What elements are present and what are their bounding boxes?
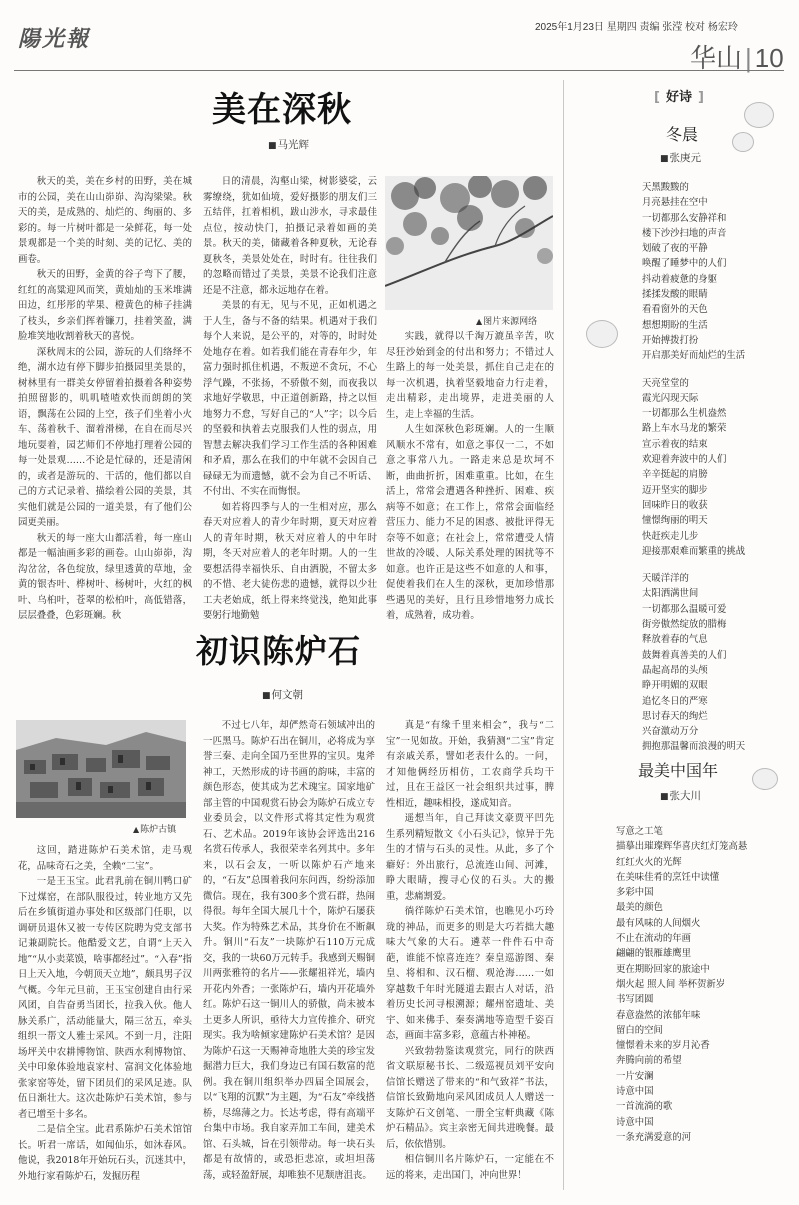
poem-line: 路上车水马龙的繁荣 [642, 423, 727, 435]
paragraph: 真是“有缘千里来相会”，我与“二宝”一见如故。开始，我猜测“二宝”肯定有亲戚关系，譬如老表什么的。一问，才知他俩经历相仿，工农商学兵均干过，且在王益区一社会组织共过事，脾性相近，趣味相投，遂成知音。 [386, 720, 554, 809]
poem-line: 多彩中国 [616, 887, 654, 899]
poem-line: 街旁傲然绽放的腊梅 [642, 619, 727, 631]
newspaper-logo: 陽光報 [18, 26, 91, 52]
poem-line: 一切都那么生机盎然 [642, 408, 727, 420]
paragraph: 二是信全宝。此君系陈炉石美术馆馆长。听君一席话，如闻仙乐，如沐春风。他说，我2018年开始玩石头，沉迷其中，外地行家看陈炉石，发掘历程 [18, 1124, 192, 1182]
paragraph: 这回，踏进陈炉石美术馆，走马观花，品味奇石之美，全赖“二宝”。 [18, 845, 192, 872]
poem2-body [616, 824, 782, 1145]
poem-line: 留白的空间 [616, 1024, 663, 1036]
poem-line: 天暖洋洋的 [642, 573, 689, 585]
paragraph: 秋天的每一座大山都活着，每一座山都是一幅油画多彩的画卷。山山峁峁，沟沟岔岔，各色绽放，绿里透黄的草地，金黄的银杏叶、桦树叶、杨树叶，火红的枫叶、乌桕叶，苍翠的松柏叶，高低错落，层层叠叠，色彩斑斓。秋 [18, 532, 192, 621]
poem-line: 晶起高昂的头颅 [642, 664, 708, 676]
chenlu-town-image [16, 720, 186, 818]
page-label: 华山 | 10 [690, 43, 784, 73]
poem-line: 一片安澜 [616, 1070, 654, 1082]
page-section: 华山 [690, 43, 743, 73]
date-editor-line: 2025年1月23日 星期四 责编 张滢 校对 杨宏玲 [535, 22, 738, 33]
paragraph: 人生如深秋色彩斑斓。人的一生顺风顺水不常有，如意之事仅一二，不如意之事常八九。一路走来总是坎坷不断，曲曲折折，困难重重。比如，在生活上，常常会遭遇各种挫折、困难、疾病等不如意；在工作上，常常会面临经营压力、能力不足的困惑、被批评得无奈等不如意；在社会上，常常遭受人情世故的冷暖、人际关系处理的困扰等不如意。也许正是这些不如意的人和事，促使着我们在人生的深秋，更加珍惜那些遇见的美好，且行且珍惜地努力成长着，成熟着，成功着。 [386, 424, 554, 621]
poem-line: 一切都那么安静祥和 [642, 212, 727, 224]
poem-line: 最有风味的人间烟火 [616, 917, 701, 929]
poem2-title: 最美中国年 [638, 761, 719, 780]
poem-line: 楼下沙沙扫地的声音 [642, 227, 727, 239]
chenlu-town-photo [16, 720, 186, 818]
poem-line: 唤醒了睡梦中的人们 [642, 258, 727, 270]
stanza-gap [642, 364, 782, 376]
poem-line: 一首流淌的歌 [616, 1101, 673, 1113]
article1-column-1 [18, 174, 192, 624]
poem-line: 憧憬绚丽的明天 [642, 515, 708, 527]
poem-line: 揉揉发酸的眼睛 [642, 289, 708, 301]
paragraph: 相信铜川名片陈炉石，一定能在不远的将来，走出国门，冲向世界！ [386, 1154, 554, 1181]
poem-line: 抖动着疲惫的身躯 [642, 273, 718, 285]
lantern-decoration-icon [586, 320, 618, 348]
paragraph: 秋天的田野，金黄的谷子弯下了腰，红红的高粱迎风而笑，黄灿灿的玉米堆满田边，红彤彤的苹果、橙黄色的柿子挂满了枝头，乡亲们挥着镰刀，挂着笑盈，满脸堆笑地收割着秋天的喜悦。 [18, 269, 192, 342]
poem-line: 诗意中国 [616, 1086, 654, 1098]
poem-line: 迎接那艰难而繁重的挑战 [642, 545, 746, 557]
masthead-rule [14, 70, 784, 71]
poem1-title: 冬晨 [666, 125, 699, 144]
autumn-branch-image [385, 176, 553, 310]
poem-line: 划破了夜的平静 [642, 243, 708, 255]
paragraph: 日的清晨，沟壑山梁，树影婆娑，云雾缭绕，犹如仙境，爱好摄影的朋友们三五结伴，扛着相机，跋山涉水，寻求最佳点位，按动快门，拍摄记录着如画的美景。秋天的美，储藏着各种夏秋，无论春夏秋冬，美景处处在，时时有。往往我们的忽略而错过了美景，美景不论我们注意还是不注意，都永远地存在着。 [203, 176, 377, 296]
paragraph: 兴致勃勃鉴读观赏完，同行的陕西省文联原秘书长、二级巡视员刘平安向信馆长赠送了带来的“和气致祥”书法，信馆长致勤地向采风团成员人人赠送一支陈炉石文创笔、一册全宝軒典藏《陈炉石精品》。宾主亲密无间共进晚餐。最后，依依惜别。 [386, 1045, 554, 1150]
poem-line: 追忆冬日的严寒 [642, 695, 708, 707]
poem-line: 迈开坚实的脚步 [642, 484, 708, 496]
poem-line: 诗意中国 [616, 1116, 654, 1128]
poem-line: 奔腾向前的希望 [616, 1055, 682, 1067]
poem-line: 红红火火的光辉 [616, 856, 682, 868]
poem-line: 写意之工笔 [616, 826, 663, 837]
poem-line: 天亮堂堂的 [642, 377, 689, 389]
article1-column-3 [386, 329, 554, 624]
lantern-decoration-icon [752, 768, 778, 790]
article1-author: ■ 马光辉 [268, 137, 309, 152]
poem-line: 一条充满爱意的河 [616, 1131, 692, 1143]
poem-line: 一切都那么温暖可爱 [642, 603, 727, 615]
poem-line: 欢迎着奔波中的人们 [642, 454, 727, 466]
poems-sidebar [574, 80, 784, 1200]
article1-column-2 [203, 174, 377, 624]
poem-line: 月亮悬挂在空中 [642, 197, 708, 209]
autumn-leaves-photo [385, 176, 553, 310]
article2-title: 初识陈炉石 [196, 632, 362, 670]
poem-line: 描摹出璀璨辉华喜庆红灯笼高悬 [616, 841, 748, 853]
stanza-gap [642, 559, 782, 571]
poem1-body [642, 180, 782, 755]
poem-line: 开启那美好而灿烂的生活 [642, 350, 746, 362]
paragraph: 秋天的美，美在乡村的田野，美在城市的公园，美在山山峁峁、沟沟梁梁。秋天的美，是成熟的、灿烂的、绚丽的、多彩的。每一片树叶都是一朵鲜花，每一处景观都是一个美的时刻、美的记忆、美的画卷。 [18, 176, 192, 265]
article1-title: 美在深秋 [212, 90, 352, 130]
article2-column-1 [18, 843, 192, 1184]
poem-line: 想想期盼的生活 [642, 319, 708, 331]
poem2-author: ■ 张大川 [660, 788, 701, 803]
poem-line: 更在期盼回家的旅途中 [616, 963, 710, 975]
poem-line: 不止在流动的年画 [616, 933, 692, 945]
poem-line: 快赶疾走儿步 [642, 530, 699, 542]
poem1-author: ■ 张庚元 [660, 150, 701, 165]
article2-column-3 [386, 718, 554, 1183]
poem-line: 兴奋激动万分 [642, 726, 699, 738]
poem-line: 霞光闪现天际 [642, 392, 699, 404]
poem-line: 天黑黢黢的 [642, 182, 689, 193]
article1-photo-caption: ▲ 图片来源网络 [476, 314, 537, 327]
poem-line: 回味昨日的收获 [642, 499, 708, 511]
poem-line: 思讨春天的绚烂 [642, 710, 708, 722]
article2-column-2 [203, 718, 375, 1183]
paragraph: 深秋周末的公园，游玩的人们络绎不绝，湖水边有停下脚步拍摄园里美景的，树林里有一群美女停留着拍摄着各种姿势拍照留影的，叽叽喳喳欢快而朗朗的笑语，飘荡在公园的上空，孩子们坐着小火车、荡着秋千、溜着滑梯，在自在而尽兴地玩耍着，园艺师们不停地打理着公园的每一处景观……不论是忙碌的，还是清闲的，或者是游玩的、干活的，他们都以自己的方式记录着、描绘着公园的美景，其实他们就是公园的一道美景，有了他们公园更美丽。 [18, 346, 192, 528]
page-number: 10 [754, 43, 784, 73]
poetry-section-tag: [ 好诗 ] [654, 90, 704, 105]
paragraph: 一是王玉宝。此君乳前在铜川鸭口矿下过煤窑，在部队服役过，转业地方又先后在乡镇街道办事处和区级部门任职，以调研员退休又被一专传区院聘为党支部书记兼副院长。他酷爱文艺，自谓“上天入地”“从小卖菜馍，啥事都经过”。“入春”指日上天入地，今朝顶天立地”，颇具男子汉气概。今年元旦前，王玉宝创建自由行采风团，自告奋勇当团长，拉我入伙。他人脉关系广，活动能量大，隔三岔五，牵头组织一帮文人雅士采风。不到一月，注阳场坪关中农耕博物馆、陕西水利博物馆、关中印象体验地袁家村、富润文化体验地张家窑等处，留下团员们的采风足迹。队伍日渐壮大。这次赴陈炉石美术馆，参与者已增至十多名。 [18, 876, 192, 1120]
poem-line: 鼓舞着真善美的人们 [642, 649, 727, 661]
paragraph: 实践，就得以千淘万漉虽辛苦，吹尽狂沙始到金的付出和努力；不错过人生路上的每一处美景，抓住自己走在的每一次机遇，执着坚毅地奋力行走着，走出精彩，走出境界，走进美丽的人生，走上幸福的生活。 [386, 331, 554, 420]
poem-line: 书写团圆 [616, 994, 654, 1006]
poem-line: 睁开明媚的双眼 [642, 680, 708, 692]
paragraph: 美景的有无，见与不见，正如机遇之于人生，备与不备的结果。机遇对于我们每个人来说，是公平的，对等的，时时处处地存在着。如若我们能在青春年少，年富力强时抓住机遇，不叛逆不贪玩，不心浮气躁，不张扬，不骄傲不刻，而夜我以求地好学敬思，中正道创新路，持之以恒地努力不怠，写好自己的“人”字；以今后的坚毅和执着去克服我们人性的弱点，用智慧去解决我们学习工作生活的各种困难和矛盾，那么在我们的中年就不会因自己碌碌无为而遗憾，就不会为自己不听话、不付出、不实在而悔恨。 [203, 300, 377, 497]
paragraph: 如若将四季与人的一生相对应，那么春天对应着人的青少年时期，夏天对应着人的青年时期，秋天对应着人的中年时期，冬天对应着人的老年时期。人的一生要想活得幸福快乐、自由洒脱，不留太多的不惜、老大徒伤悲的遗憾，就得以少壮工夫老始成，纸上得来终觉浅，绝知此事要躬行地勤勉 [203, 501, 377, 621]
poem-line: 开始搏拨打扮 [642, 334, 699, 346]
article2-author: ■ 何文朝 [262, 687, 303, 702]
paragraph: 徜徉陈炉石美术馆，也瞧见小巧玲珑的神品，而更多的则是大巧若拙大趣味大气象的大石。遴萃一件件石中奇葩，谁能不惊喜连连？秦皇巡游图、秦皇、将相和、汉石榴、观沧海……一如穿越数千年时光隧道去跟古人对话，沿着历史长河寻根溯源；耀州窑遗址、美宇、如来佛手、秦奏满地等造型千姿百态，画面丰富多彩，意蕴古朴神秘。 [386, 906, 554, 1041]
lantern-decoration-icon [732, 132, 754, 152]
poem-line: 宣示着夜的结束 [642, 438, 708, 450]
poem-line: 辛辛挺起的肩膀 [642, 469, 708, 481]
paragraph: 不过七八年，却俨然奇石领域冲出的一匹黑马。陈炉石出在铜川，必将成为享誉三秦、走向全国乃至世界的宝贝。鬼斧神工，天然形成的诗书画的韵味，丰富的颜色形态，使其成为艺术瑰宝。国家地矿部主管的中国观赏石协会为陈炉石成立专业委员会，以文件形式将其定性为观赏石、艺术品。2019年该协会评选出216名赏石传承人，我很荣幸名列其中。多年来，以石会友，一听以陈炉石产地来的，“石友”总围着我问东问西，纷纷添加微信。现在，我有300多个赏石群，热闹得很。每年全国大展几十个，陈炉石屡获大奖。作为特殊艺术品，其身价在不断飙升。铜川“石友”一块陈炉石110万元成交，我的一块60万元转手。我感到天赐铜川两张雅符的名片——张耀祖祥光，墙内开花内外香；一张陈炉石，墙内开花墙外红。陈炉石这一铜川人的骄傲，尚未被本土更多人所识，亟待大力宣传推介、研究现实。我为啥倾家建陈炉石美术馆？是因为陈炉石这一天赐神奇地胜大美的珍宝发掘潜力巨大，我们身边已有国石数富的范例。我在铜川组织举办四届全国展会，以“飞翔的沉默”为主题，为“石友”牵线搭桥，尽绵薄之力。长达考虑，得有高端平台集中市场。我自家弄加工车间，建美术馆、石头城，旨在引领带动。每一块石头都是有故情的，或恐拒悲凉，或坦坦荡荡，或轻盈舒展，却唯独不见颓唐沮丧。 [203, 720, 375, 1181]
article2-photo-caption: ▲ 陈炉古镇 [133, 822, 176, 835]
poem-line: 烟火起 照人间 举杯贺新岁 [616, 978, 726, 990]
poem-line: 翩翩的银雁雄鹰里 [616, 948, 692, 960]
poem-line: 春意盎然的浓郁年味 [616, 1009, 701, 1021]
poem-line: 最美的颜色 [616, 902, 663, 914]
poem-line: 释放着春的气息 [642, 634, 708, 646]
poem-column-divider [563, 80, 564, 1190]
paragraph: 遥想当年，自己拜读文豪贾平凹先生系列精短散文《小石头记》，惊异于先生的才情与石头的灵性。从此，多了个癖好：外出旅行，总流连山间、河滩，睁大眼睛，搜寻心仪的石头。大的搬重，悲痛割爱。 [386, 813, 554, 902]
poem-line: 看看窗外的天色 [642, 304, 708, 316]
poem-line: 太阳洒满世间 [642, 588, 699, 600]
lantern-decoration-icon [744, 102, 774, 128]
poem-line: 拥抱那温馨而浪漫的明天 [642, 741, 746, 753]
poem-line: 在美味佳肴的烹饪中读懂 [616, 871, 720, 883]
poem-line: 憧憬着未来的岁月沁香 [616, 1040, 710, 1052]
